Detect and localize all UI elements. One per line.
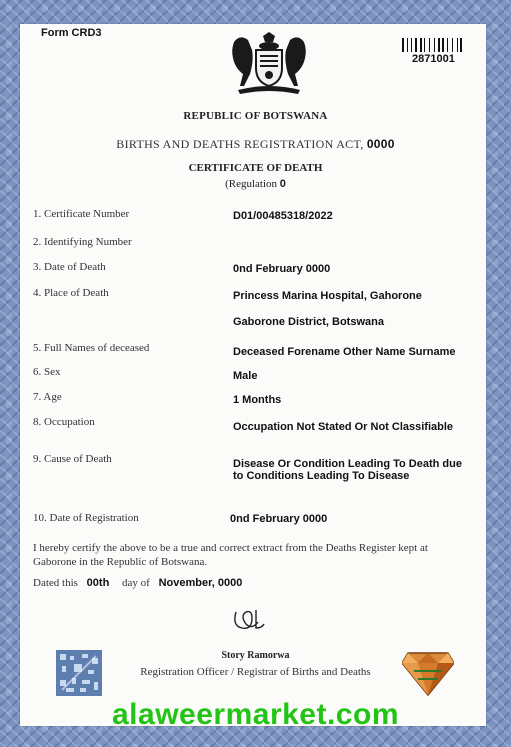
barcode-bar [402,38,404,52]
barcode-bar [415,38,418,52]
day-of-label: day of [122,577,150,589]
act-label: BIRTHS AND DEATHS REGISTRATION ACT, [116,137,364,151]
certification-statement: I hereby certify the above to be a true and correct extract from the Deaths Register kept at Gaborone in the Republic of Botswana. [33,542,428,568]
diamond-emblem-icon [402,649,454,697]
field-value-place-of-death: Princess Marina Hospital, Gahorone [233,290,422,302]
field-value-sex: Male [233,370,258,382]
barcode-bar [411,38,412,52]
field-value-occupation: Occupation Not Stated Or Not Classifiable [233,421,454,433]
dated-line [33,577,242,589]
field-value-date-of-death: 0nd February 0000 [233,263,331,275]
field-label-identifying-number: 2. Identifying Number [33,236,132,248]
field-label-occupation: 8. Occupation [33,416,95,428]
barcode-bar [424,38,425,52]
barcode-bar [442,38,444,52]
dated-month-year: November, 0000 [158,577,243,589]
field-label-age: 7. Age [33,391,62,403]
barcode-bar [429,38,430,52]
dated-label: Dated this [33,577,78,589]
form-code: Form CRD3 [41,27,102,39]
barcode-bars [402,38,464,52]
act-year: 0000 [366,137,395,151]
serial-number: 2871001 [412,53,455,65]
certificate-title: CERTIFICATE OF DEATH [188,162,323,174]
field-value-cause-of-death: Disease Or Condition Leading To Death due to Conditions Leading To Disease [233,458,462,482]
signatory-name: Story Ramorwa [221,650,290,661]
hologram-seal-icon [56,650,102,696]
regulation [0,178,511,190]
signatory-title: Registration Officer / Registrar of Births and Deaths [140,666,371,678]
watermark-text: alaweermarket.com [112,698,399,731]
barcode-bar [447,38,448,52]
field-value-place-of-death-district: Gaborone District, Botswana [233,316,384,328]
republic-title: REPUBLIC OF BOTSWANA [183,110,328,122]
field-value-age: 1 Months [233,394,282,406]
regulation-number: 0 [279,178,286,190]
barcode-bar [438,38,440,52]
dated-day: 00th [86,577,110,589]
field-value-full-names: Deceased Forename Other Name Surname [233,346,456,358]
regulation-label: (Regulation [225,178,278,190]
barcode-bar [420,38,422,52]
act-title [0,137,511,152]
coat-of-arms-icon [226,28,312,98]
field-value-date-of-registration: 0nd February 0000 [230,513,328,525]
field-label-sex: 6. Sex [33,366,61,378]
barcode-bar [452,38,453,52]
field-label-full-names: 5. Full Names of deceased [33,342,150,354]
barcode-bar [434,38,435,52]
field-label-date-of-registration: 10. Date of Registration [33,512,139,524]
field-label-place-of-death: 4. Place of Death [33,287,109,299]
signature-icon [230,606,270,634]
barcode-bar [407,38,408,52]
barcode-bar [460,38,462,52]
field-label-cause-of-death: 9. Cause of Death [33,453,112,465]
field-value-certificate-number: D01/00485318/2022 [233,210,333,222]
field-label-certificate-number: 1. Certificate Number [33,208,130,220]
barcode-bar [457,38,458,52]
barcode [402,38,464,52]
field-label-date-of-death: 3. Date of Death [33,261,106,273]
